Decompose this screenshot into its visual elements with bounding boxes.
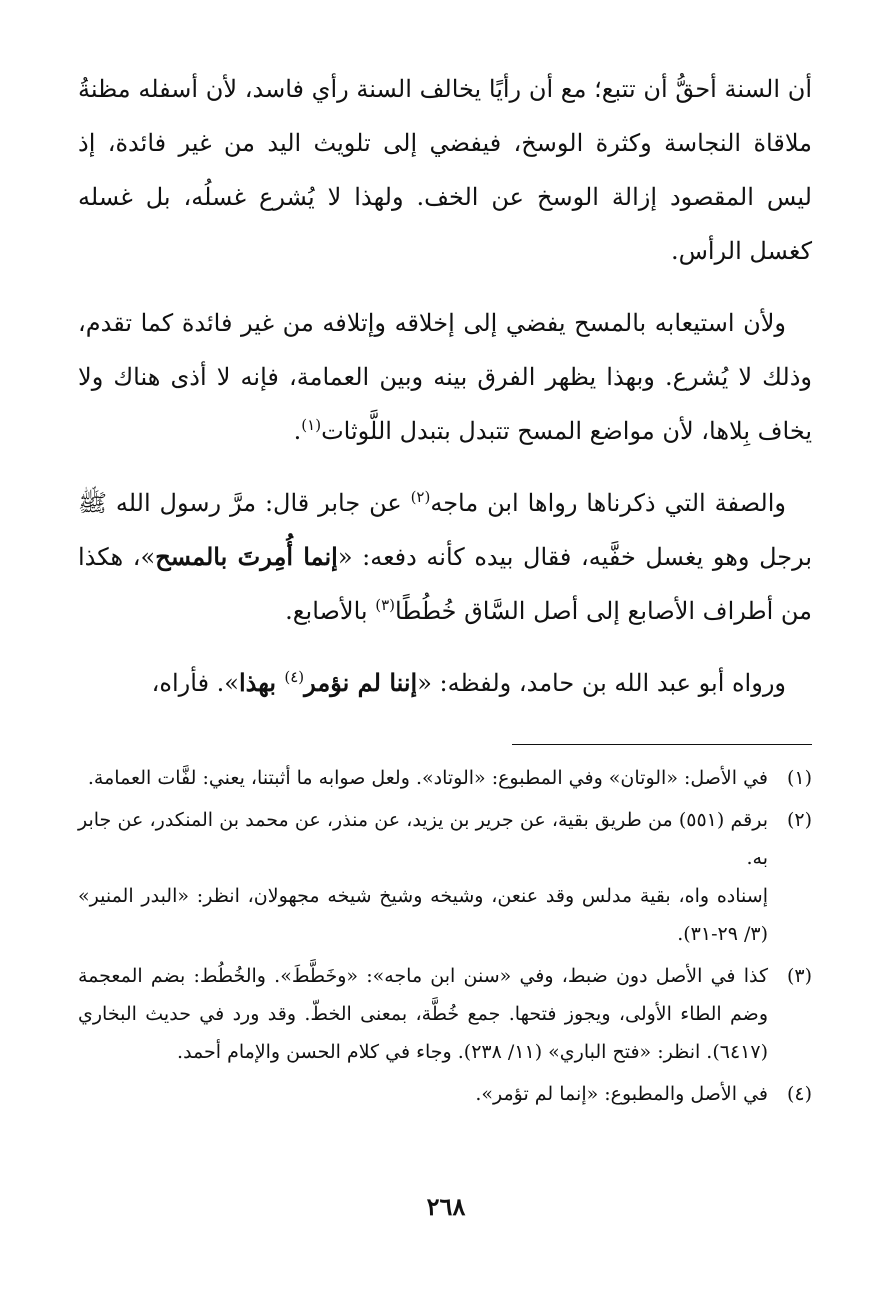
footnote-2 [78, 801, 812, 953]
quote-part-1: إننا لم نؤمر [304, 668, 418, 697]
paragraph-1 [78, 62, 812, 278]
footnote-body [78, 801, 768, 953]
footnote-body [78, 957, 768, 1071]
footnote-number: (١) [786, 767, 812, 789]
footnote-divider [512, 744, 812, 745]
footnote-1 [78, 759, 812, 797]
footnote-body [78, 759, 768, 797]
paragraph-3-text-d: بالأصابع. [285, 597, 376, 625]
footnote-line: إسناده واه، بقية مدلس وقد عنعن، وشيخه وشيخ شيخه مجهولان، انظر: «البدر المنير» (٣/ ٢٩-٣١). [78, 885, 768, 945]
footnote-number: (٢) [786, 809, 812, 831]
footnote-number: (٣) [786, 965, 812, 987]
paragraph-3-text-a: والصفة التي ذكرناها رواها ابن ماجه [430, 489, 786, 517]
paragraph-3-text-b: عن جابر قال: مرَّ رسول الله ﷺ برجل وهو يغسل خفَّيه، فقال بيده كأنه دفعه: « [78, 489, 813, 571]
footnote-3 [78, 957, 812, 1071]
paragraph-4-text-b: ». فأراه، [151, 669, 239, 697]
footnotes [78, 759, 812, 1113]
main-text [78, 62, 812, 710]
paragraph-4-text-a: ورواه أبو عبد الله بن حامد، ولفظه: « [417, 669, 786, 697]
footnote-ref-4[interactable]: (٤) [284, 668, 305, 686]
footnote-number: (٤) [786, 1083, 812, 1105]
footnote-4 [78, 1075, 812, 1113]
page-number: ٢٦٨ [426, 1192, 466, 1221]
paragraph-1-text: أن السنة أحقُّ أن تتبع؛ مع أن رأيًا يخالف السنة رأي فاسد، لأن أسفله مظنةُ ملاقاة النجاسة وكثرة الوسخ، فيفضي إلى تلويث اليد من غير فائدة، إذ ليس المقصود إزالة الوسخ عن الخف. ولهذا لا يُشرع غسلُه، بل غسله كغسل الرأس. [78, 75, 812, 265]
footnote-ref-1[interactable]: (١) [301, 416, 322, 434]
footnote-line: برقم (٥٥١) من طريق بقية، عن جرير بن يزيد، عن منذر، عن محمد بن المنكدر، عن جابر به. [78, 809, 768, 869]
paragraph-3 [78, 476, 812, 638]
footnote-ref-2[interactable]: (٢) [410, 488, 431, 506]
footnote-line: في الأصل والمطبوع: «إنما لم تؤمر». [475, 1083, 768, 1105]
footnote-body [78, 1075, 768, 1113]
hadith-quote: إنما أُمِرتَ بالمسح [155, 542, 338, 571]
paragraph-2-text: ولأن استيعابه بالمسح يفضي إلى إخلاقه وإتلافه من غير فائدة كما تقدم، وذلك لا يُشرع. وبهذا يظهر الفرق بينه وبين العمامة، فإنه لا أذى هناك ولا يخاف بِلاها، لأن مواضع المسح تتبدل بتبدل اللَّوثات [78, 309, 812, 445]
paragraph-2 [78, 296, 812, 458]
paragraph-2-end: . [293, 417, 302, 445]
footnote-ref-3[interactable]: (٣) [375, 596, 395, 614]
footnote-line: كذا في الأصل دون ضبط، وفي «سنن ابن ماجه»: «وخَطَّطَ». والخُطُط: بضم المعجمة وضم الطاء الأولى، ويجوز فتحها. جمع خُطَّة، بمعنى الخطّ. وقد ورد في حديث البخاري (٦٤١٧). انظر: «فتح الباري» (١١/ ٢٣٨). وجاء في كلام الحسن والإمام أحمد. [78, 965, 768, 1063]
paragraph-4 [78, 656, 812, 710]
footnote-line: في الأصل: «الوتان» وفي المطبوع: «الوتاد». ولعل صوابه ما أثبتنا، يعني: لفَّات العمامة. [87, 767, 768, 789]
quote-part-2: بهذا [238, 668, 285, 697]
paragraph-3-text-c: »، هكذا من أطراف الأصابع إلى أصل السَّاق خُطُطًا [78, 543, 812, 625]
